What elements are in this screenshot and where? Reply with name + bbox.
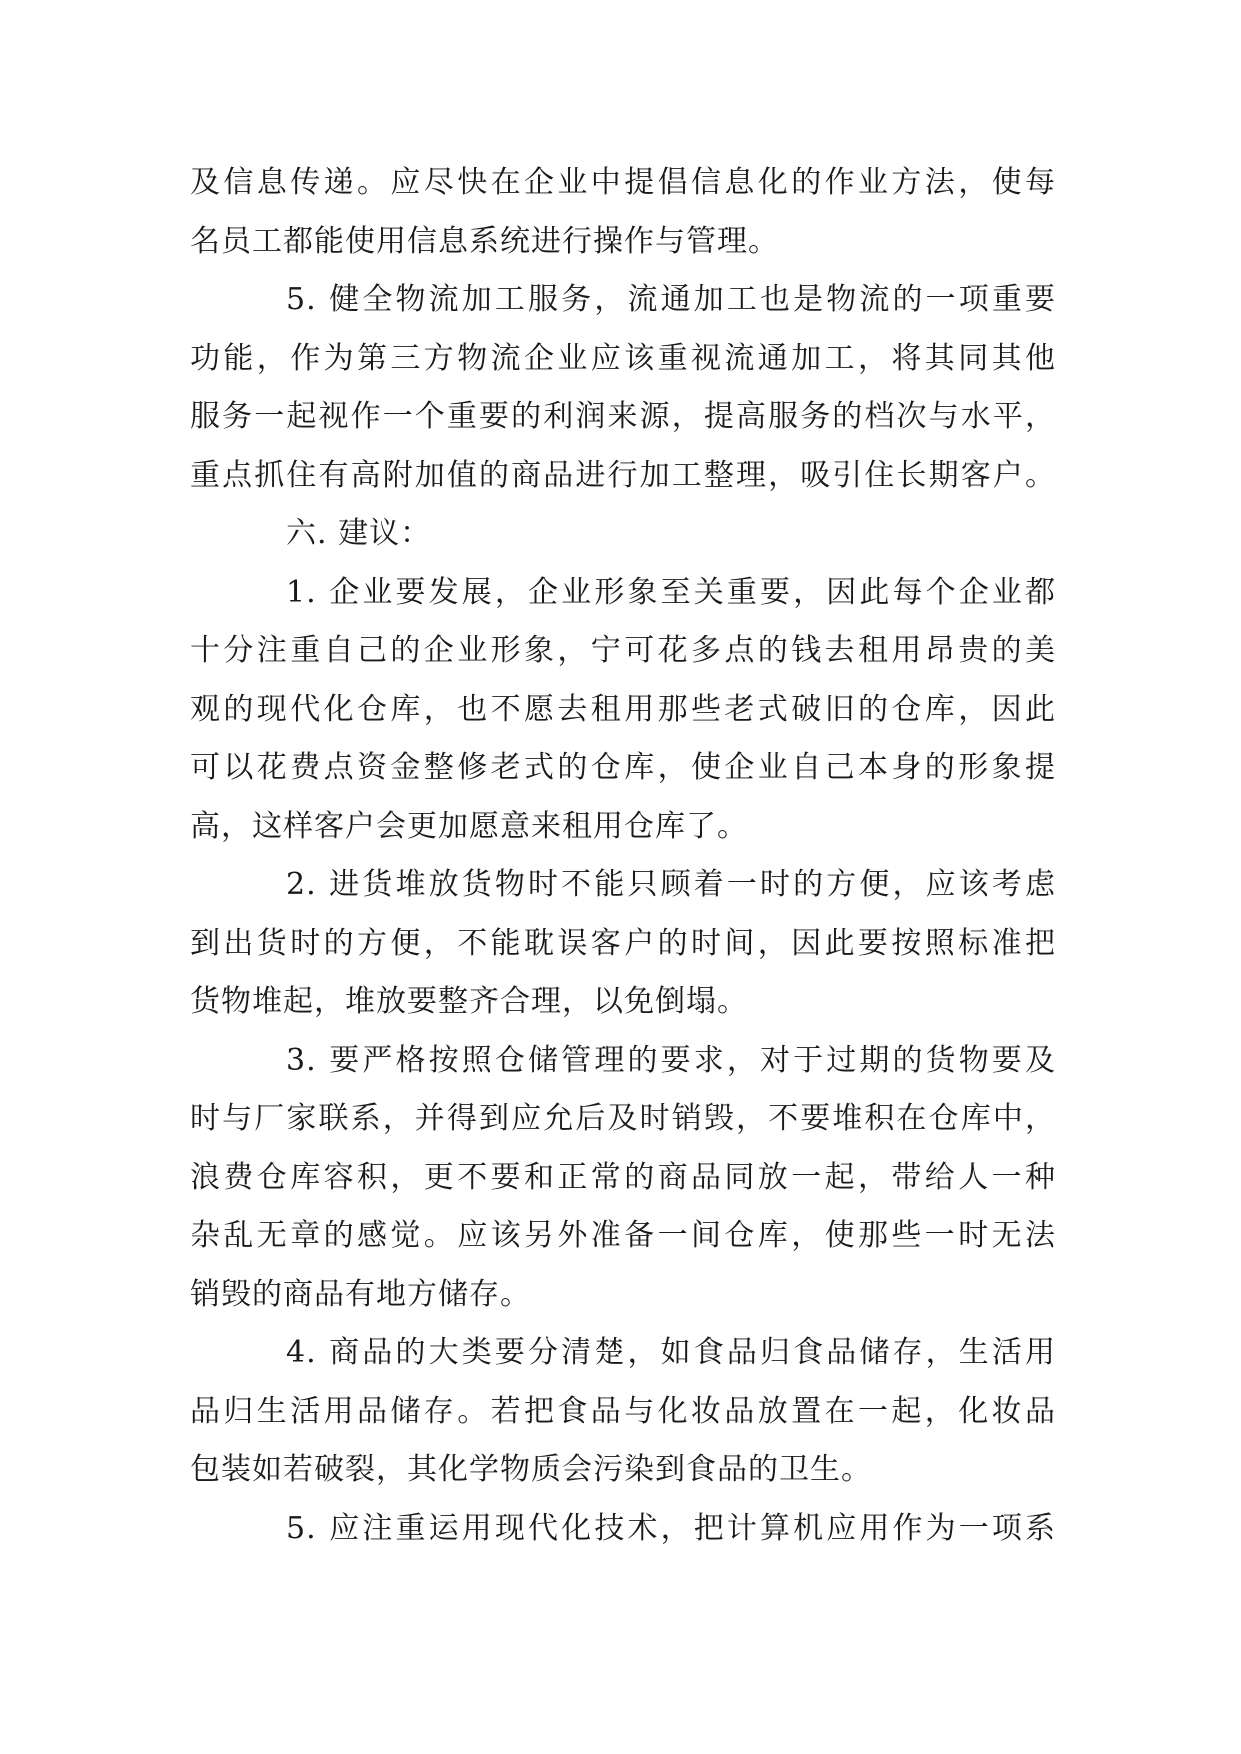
text-line: 及信息传递。应尽快在企业中提倡信息化的作业方法，使每 bbox=[190, 165, 1056, 200]
text-line: 可以花费点资金整修老式的仓库，使企业自己本身的形象提 bbox=[190, 750, 1056, 785]
text-line: 重点抓住有高附加值的商品进行加工整理，吸引住长期客户。 bbox=[190, 457, 1056, 493]
text-line: 包装如若破裂，其化学物质会污染到食品的卫生。 bbox=[190, 1452, 872, 1487]
text-line: 浪费仓库容积，更不要和正常的商品同放一起，带给人一种 bbox=[190, 1159, 1056, 1195]
text-line: 货物堆起，堆放要整齐合理，以免倒塌。 bbox=[190, 984, 748, 1019]
text-line: 杂乱无章的感觉。应该另外准备一间仓库，使那些一时无法 bbox=[190, 1218, 1056, 1253]
text-line: 5. 健全物流加工服务，流通加工也是物流的一项重要 bbox=[286, 282, 1056, 317]
text-line: 5. 应注重运用现代化技术，把计算机应用作为一项系 bbox=[286, 1510, 1056, 1546]
text-line: 销毁的商品有地方储存。 bbox=[190, 1276, 531, 1312]
text-line: 服务一起视作一个重要的利润来源，提高服务的档次与水平， bbox=[190, 399, 1056, 434]
text-line: 到出货时的方便，不能耽误客户的时间，因此要按照标准把 bbox=[190, 925, 1056, 961]
text-line: 3. 要严格按照仓储管理的要求，对于过期的货物要及 bbox=[286, 1042, 1056, 1078]
text-line: 4. 商品的大类要分清楚，如食品归食品储存，生活用 bbox=[286, 1335, 1056, 1370]
text-line: 1. 企业要发展，企业形象至关重要，因此每个企业都 bbox=[286, 574, 1056, 610]
text-line: 名员工都能使用信息系统进行操作与管理。 bbox=[190, 223, 779, 259]
text-line: 时与厂家联系，并得到应允后及时销毁，不要堆积在仓库中， bbox=[190, 1101, 1056, 1136]
section-heading: 六. 建议： bbox=[286, 516, 432, 551]
document-body bbox=[190, 154, 1056, 1558]
text-line: 高，这样客户会更加愿意来租用仓库了。 bbox=[190, 808, 748, 844]
text-line: 十分注重自己的企业形象，宁可花多点的钱去租用昂贵的美 bbox=[190, 633, 1056, 668]
text-line: 2. 进货堆放货物时不能只顾着一时的方便，应该考虑 bbox=[286, 867, 1056, 902]
text-line: 观的现代化仓库，也不愿去租用那些老式破旧的仓库，因此 bbox=[190, 691, 1056, 727]
text-line: 功能，作为第三方物流企业应该重视流通加工，将其同其他 bbox=[190, 340, 1056, 376]
text-line: 品归生活用品储存。若把食品与化妆品放置在一起，化妆品 bbox=[190, 1393, 1056, 1429]
